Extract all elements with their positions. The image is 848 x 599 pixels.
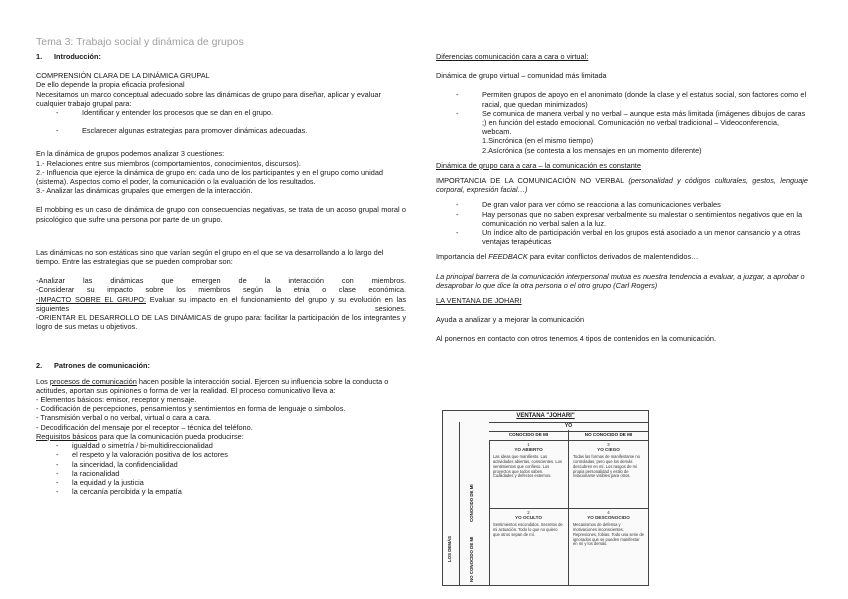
- virtual-heading: Dinámica de grupo virtual – comunidad más limitada: [436, 71, 607, 81]
- list-item: - la racionalidad: [36, 469, 406, 478]
- requirements-heading: [36, 432, 406, 441]
- sync-1: 1.Sincrónica (en el mismo tiempo): [482, 136, 594, 146]
- list-item: - la cercanía percibida y la empatía: [36, 487, 406, 496]
- johari-title: VENTANA "JOHARI": [516, 413, 575, 419]
- johari-cell-blind-text: Todas las formas de manifestarse no controladas, pero que los demás descubren en mí. Los rasgos de mi propia personalidad y estilo de relacionarse visibles para otros.: [573, 453, 640, 479]
- feedback-pre: Importancia del: [436, 252, 489, 262]
- section-2-number: 2.: [36, 361, 43, 371]
- not-static-paragraph: Las dinámicas no son estáticas sino que varían según el grupo en el que se va desarrollando a lo largo del tiempo. Entre las estrategias que se pueden comprobar son:: [36, 247, 384, 267]
- strategy-1: -Analizar las dinámicas que emergen de la interacción con miembros.: [36, 276, 406, 286]
- nonverbal-label: IMPORTANCIA DE LA COMUNICACIÓN NO VERBAL: [436, 176, 629, 186]
- johari-side-column: [443, 422, 460, 585]
- face-heading: Dinámica de grupo cara a cara – la comunicación es constante: [436, 160, 641, 170]
- johari-cell-blind: [569, 441, 648, 509]
- comprension-line-1: De ello depende la propia eficacia profesional: [36, 80, 185, 90]
- analyze-intro: En la dinámica de grupos podemos analizar 3 cuestiones:: [36, 149, 225, 159]
- virtual-bullets: [436, 90, 808, 136]
- section-2-heading: [36, 361, 406, 370]
- sync-2: 2.Asícrónica (se contesta a los mensajes en un momento diferente): [482, 145, 702, 155]
- nonverbal-detail: (personalidad y códigos culturales, gestos, lenguaje corporal, expresión facial…): [436, 176, 808, 195]
- johari-row-known: CONOCIDO DE MI: [469, 484, 474, 522]
- strategy-2: -Considerar su impacto sobre los miembros según la etnia o clase económica.: [36, 285, 406, 295]
- johari-cell-hidden-text: Sentimientos escondidos. Secretos de mi actuación. Todo lo que no quiero que otros sepan de mí.: [493, 521, 563, 537]
- nonverbal-paragraph: [436, 176, 808, 194]
- section-2-title: Patrones de comunicación:: [54, 361, 150, 371]
- requirements-text: para que la comunicación pueda producirse:: [97, 431, 244, 441]
- johari-col-unknown: NO CONOCIDO DE MI: [569, 430, 648, 441]
- face-bullets: [436, 200, 808, 246]
- process-pre: Los: [36, 376, 50, 386]
- feedback-text: para evitar conflictos derivados de malentendidos…: [527, 252, 699, 262]
- list-item: - Permiten grupos de apoyo en el anonimato (donde la clase y el estatus social, son factores como el racial, que quedan minimizados): [436, 90, 808, 108]
- list-item: - De gran valor para ver cómo se reacciona a las comunicaciones verbales: [436, 200, 808, 209]
- johari-cell-open-title: YO ABIERTO: [514, 446, 543, 452]
- feedback-term: FEEDBACK: [488, 252, 528, 262]
- process-paragraph: [36, 377, 406, 395]
- list-item: - la sinceridad, la confidencialidad: [36, 460, 406, 469]
- list-item: - igualdad o simetría / bi-multidireccionalidad: [36, 441, 406, 450]
- johari-line-1: Ayuda a analizar y a mejorar la comunicación: [436, 315, 585, 325]
- johari-cell-blind-title: YO CIEGO: [597, 446, 620, 452]
- requirements-bullets: [36, 441, 406, 496]
- johari-row-unknown: NO CONOCIDO DE MI: [469, 536, 474, 582]
- mobbing-paragraph: El mobbing es un caso de dinámica de grupo con consecuencias negativas, se trata de un acoso grupal moral o psicológico que sufre una persona por parte de un grupo.: [36, 205, 406, 224]
- rogers-quote: La principal barrera de la comunicación interpersonal mutua es nuestra tendencia a evaluar, a juzgar, a aprobar o desaprobar lo que dice la otra persona o el otro grupo (Carl Rogers): [436, 271, 805, 290]
- strategy-3-text: Evaluar su impacto en el funcionamiento del grupo y su evolución en las siguientes sesiones.: [36, 294, 406, 313]
- section-1-title: Introducción:: [54, 52, 101, 61]
- johari-heading: LA VENTANA DE JOHARI: [436, 296, 522, 306]
- johari-cell-hidden-title: YO OCULTO: [515, 514, 542, 520]
- johari-line-2: Al ponernos en contacto con otros tenemos 4 tipos de contenidos en la comunicación.: [436, 334, 717, 344]
- johari-cell-unknown-text: Mecanismos de defensa y motivaciones inconscientes. Represiones, fobias. Todo una serie de ignorados que se pueden manifestar en mí y los demás.: [573, 521, 644, 547]
- johari-yo-header: YO: [489, 422, 648, 432]
- section-1-heading: [36, 52, 406, 61]
- johari-window-diagram: [442, 410, 649, 586]
- johari-cell-hidden: [489, 509, 569, 585]
- process-item-1: - Elementos básicos: emisor, receptor y mensaje.: [36, 395, 197, 405]
- analyze-item-2: 2.- Influencia que ejerce la dinámica de grupo en: cada uno de los participantes y en el grupo como unidad (sistema). Aspectos como el poder, la comunicación o la evaluación de los resultados.: [36, 167, 384, 187]
- feedback-line: [436, 252, 808, 261]
- diff-heading: Diferencias comunicación cara a cara o virtual:: [436, 52, 589, 61]
- johari-col-known: CONOCIDO DE MI: [489, 430, 569, 441]
- page-title: Tema 3: Trabajo social y dinámica de grupos: [36, 36, 244, 48]
- process-item-3: - Transmisión verbal o no verbal, virtual o cara a cara.: [36, 413, 212, 423]
- comprension-heading: COMPRENSIÓN CLARA DE LA DINÁMICA GRUPAL: [36, 71, 210, 81]
- comprension-line-2: Necesitamos un marco conceptual adecuado sobre las dinámicas de grupo para diseñar, aplicar y evaluar cualquier trabajo grupal para:: [36, 89, 381, 108]
- section-1-number: 1.: [36, 52, 43, 61]
- process-item-4: - Decodificación del mensaje por el receptor – técnica del teléfono.: [36, 422, 253, 432]
- process-item-2: - Codificación de percepciones, pensamientos y sentimientos en forma de lenguaje o simbolos.: [36, 404, 346, 414]
- johari-cell-open: [489, 441, 569, 509]
- process-text: hacen posible la interacción social. Ejercen su influencia sobre la conducta o actitudes, aportan sus opiniones o forma de ver la realidad. El proceso comunicativo lleva a:: [36, 376, 389, 395]
- left-column: [36, 52, 406, 496]
- johari-cell-unknown: [569, 509, 648, 585]
- list-item: - Identificar y entender los procesos que se dan en el grupo.: [36, 108, 406, 117]
- johari-cell-unknown-number: 4: [607, 510, 610, 515]
- list-item: - la equidad y la justicia: [36, 478, 406, 487]
- process-term: procesos de comunicación: [49, 376, 137, 386]
- analyze-item-1: 1.- Relaciones entre sus miembros (comportamientos, conocimientos, discursos).: [36, 158, 301, 168]
- strategy-3: [36, 295, 406, 313]
- requirements-term: Requisitos básicos: [36, 431, 98, 441]
- list-item: - Se comunica de manera verbal y no verbal – aunque esta más limitada (imágenes dibujos de caras ;) en función del estado emocional. Comunicación no verbal tradicional – Videoconferencia, webcam.: [436, 109, 808, 137]
- analyze-item-3: 3.- Analizar las dinámicas grupales que emergen de la interacción.: [36, 186, 253, 196]
- johari-cell-open-text: Las ideas que manifiesto. Las actividades abiertas, conscientes. Los sentimientos que confieso. Los proyectos que todos saben. Cualidades y defectos externos.: [493, 453, 562, 479]
- list-item: - Esclarecer algunas estrategias para promover dinámicas adecuadas.: [36, 126, 406, 135]
- johari-cell-open-number: 1: [527, 442, 530, 447]
- list-item: - Hay personas que no saben expresar verbalmente su malestar o sentimientos negativos que en la comunicación no verbal salen a la luz.: [436, 210, 808, 228]
- right-column: [436, 52, 808, 344]
- strategy-3-label: -IMPACTO SOBRE EL GRUPO:: [36, 294, 146, 304]
- johari-side-label: LOS DEMÁS: [447, 535, 452, 562]
- johari-cell-unknown-title: YO DESCONOCIDO: [587, 514, 630, 520]
- johari-row-label-column: [459, 440, 490, 585]
- strategy-4: -ORIENTAR EL DESARROLLO DE LAS DINÁMICAS de grupo para: facilitar la participación de los integrantes y logro de sus metas u objetivos.: [36, 313, 406, 332]
- comprension-bullets: [36, 108, 406, 135]
- list-item: - el respeto y la valoración positiva de los actores: [36, 450, 406, 459]
- list-item: - Un índice alto de participación verbal en los grupos está asociado a un menor cansancio y a otras ventajas terapéuticas: [436, 228, 808, 246]
- johari-cell-blind-number: 3: [607, 442, 610, 447]
- johari-cell-hidden-number: 2: [527, 510, 530, 515]
